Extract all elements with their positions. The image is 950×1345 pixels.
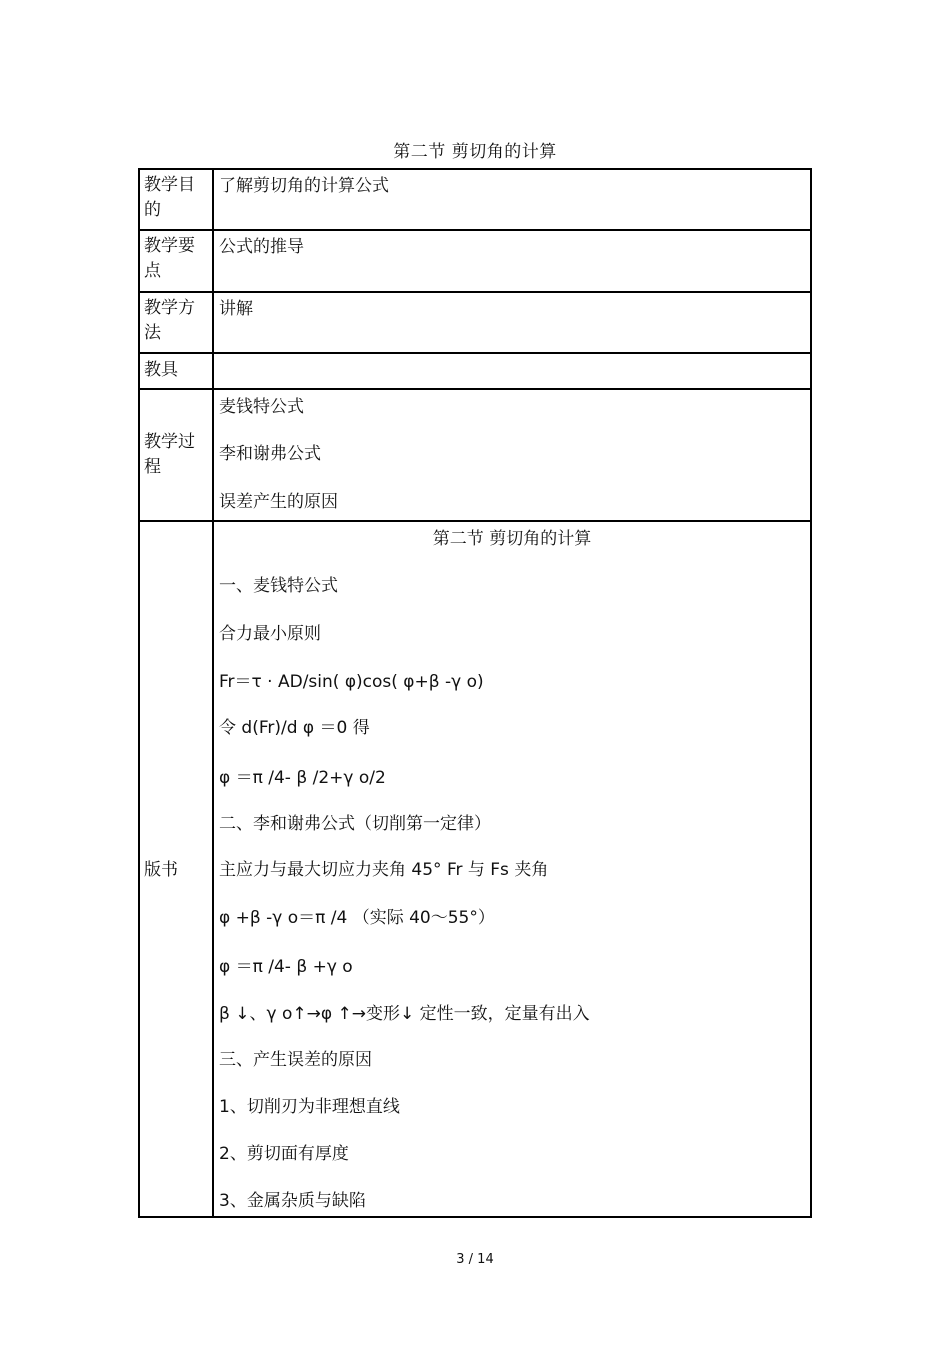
objective-value: 了解剪切角的计算公式 [219, 176, 389, 196]
process-item: 麦钱特公式 [219, 397, 304, 417]
row-divider [140, 291, 810, 293]
column-divider [212, 170, 214, 1216]
board-line: 二、李和谢弗公式（切削第一定律） [219, 814, 491, 834]
row-divider [140, 388, 810, 390]
board-heading: 第二节 剪切角的计算 [432, 529, 592, 549]
row-divider [140, 229, 810, 231]
method-value: 讲解 [219, 299, 253, 319]
board-line: 合力最小原则 [219, 624, 321, 644]
board-formula: 令 d(Fr)/d φ ＝0 得 [219, 718, 370, 738]
board-label: 版书 [144, 860, 178, 880]
board-line: 三、产生误差的原因 [219, 1050, 372, 1070]
key-points-label: 教学要点 [144, 236, 195, 281]
board-line: 3、金属杂质与缺陷 [219, 1191, 366, 1211]
board-formula: φ ＝π /4- β +γ o [219, 957, 353, 977]
row-divider [140, 352, 810, 354]
lesson-plan-table [138, 168, 812, 1218]
tools-label: 教具 [144, 360, 178, 380]
board-line: 主应力与最大切应力夹角 45° Fr 与 Fs 夹角 [219, 860, 549, 880]
objective-label: 教学目的 [144, 175, 195, 220]
board-line: 一、麦钱特公式 [219, 576, 338, 596]
key-points-value: 公式的推导 [219, 237, 304, 257]
board-line: β ↓、γ o↑→φ ↑→变形↓ 定性一致，定量有出入 [219, 1004, 590, 1024]
process-label: 教学过程 [144, 432, 195, 477]
board-formula: φ +β -γ o＝π /4 （实际 40～55°） [219, 908, 495, 928]
board-line: 1、切削刃为非理想直线 [219, 1097, 400, 1117]
row-divider [140, 520, 810, 522]
page-title: 第二节 剪切角的计算 [393, 142, 557, 162]
process-item: 误差产生的原因 [219, 492, 338, 512]
process-item: 李和谢弗公式 [219, 444, 321, 464]
board-formula: Fr＝τ · AD/sin( φ)cos( φ+β -γ o) [219, 672, 484, 692]
board-formula: φ ＝π /4- β /2+γ o/2 [219, 768, 386, 788]
page-number: 3 / 14 [456, 1252, 494, 1267]
board-line: 2、剪切面有厚度 [219, 1144, 349, 1164]
method-label: 教学方法 [144, 298, 195, 343]
